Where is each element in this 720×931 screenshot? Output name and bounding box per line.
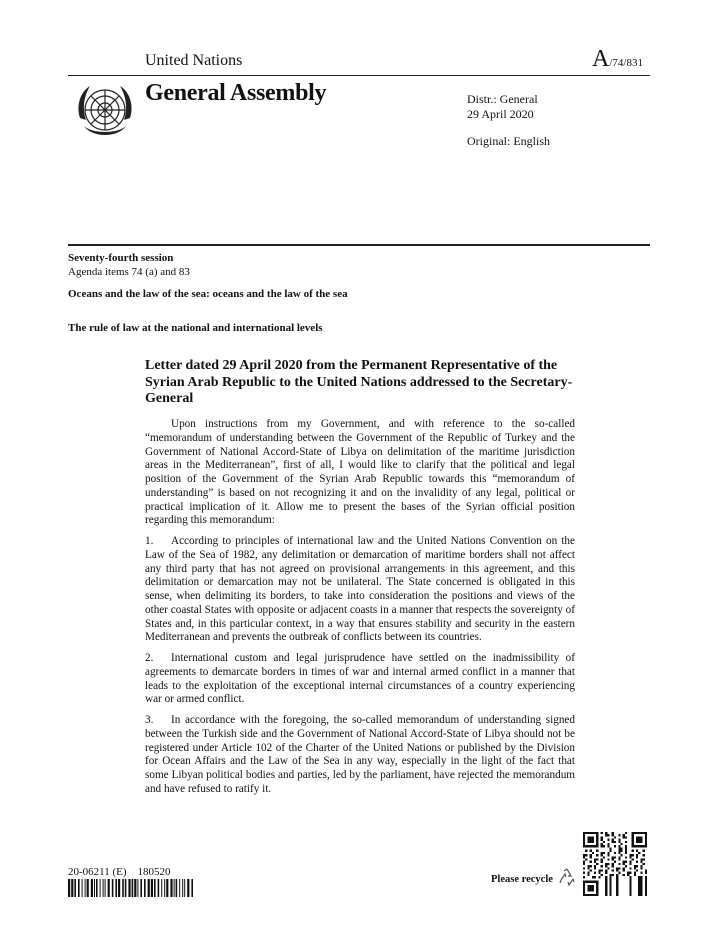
barcode-bar xyxy=(144,879,146,897)
qr-module xyxy=(601,858,603,860)
qr-module xyxy=(621,854,623,856)
qr-module xyxy=(627,872,629,874)
qr-module xyxy=(616,889,618,891)
barcode-bar xyxy=(174,879,175,897)
document-code: 20-06211 (E) 180520 xyxy=(68,866,171,878)
qr-module xyxy=(618,856,620,858)
qr-module xyxy=(623,834,625,836)
qr-module xyxy=(596,858,598,860)
qr-module xyxy=(612,865,614,867)
qr-module xyxy=(601,839,603,841)
qr-module xyxy=(616,885,618,887)
qr-module xyxy=(640,885,642,887)
qr-module xyxy=(618,841,620,843)
barcode-bar xyxy=(105,879,106,897)
qr-module xyxy=(612,834,614,836)
qr-module xyxy=(607,854,609,856)
barcode-bar xyxy=(132,879,134,897)
qr-module xyxy=(625,861,627,863)
qr-module xyxy=(587,865,589,867)
agenda-topic-2: The rule of law at the national and international levels xyxy=(68,322,323,334)
qr-module xyxy=(612,856,614,858)
qr-module xyxy=(607,863,609,865)
distribution: Distr.: General xyxy=(467,92,538,106)
qr-module xyxy=(585,854,587,856)
qr-module xyxy=(594,872,596,874)
qr-module xyxy=(601,832,603,834)
qr-module xyxy=(636,836,643,843)
qr-module xyxy=(616,881,618,883)
qr-module xyxy=(629,894,631,896)
qr-module xyxy=(609,892,611,894)
paragraph-number: 2. xyxy=(145,652,154,664)
barcode-bar xyxy=(68,879,70,897)
qr-module xyxy=(623,836,625,838)
barcode-bar xyxy=(170,879,172,897)
qr-module xyxy=(638,852,640,854)
barcode-bar xyxy=(140,879,142,897)
qr-module xyxy=(640,892,642,894)
qr-module xyxy=(609,881,611,883)
qr-module xyxy=(607,843,609,845)
qr-module xyxy=(625,865,627,867)
qr-module xyxy=(596,854,598,856)
qr-module xyxy=(601,845,603,847)
qr-module xyxy=(598,872,600,874)
paragraph-text: International custom and legal jurisprudence have settled on the inadmissibility of agreements to demarcate borders in times of war and internal armed conflict in a manner that leads to the exploitation of the exceptional internal circumstances of a country experiencing war or armed conflict. xyxy=(145,652,575,706)
qr-module xyxy=(596,850,598,852)
qr-module xyxy=(601,836,603,838)
qr-module xyxy=(638,876,640,878)
qr-module xyxy=(590,870,592,872)
qr-module xyxy=(640,881,642,883)
original-language: Original: English xyxy=(467,134,550,148)
qr-module xyxy=(594,865,596,867)
qr-module xyxy=(614,861,616,863)
barcode-bar xyxy=(100,879,101,897)
qr-module xyxy=(629,878,631,880)
qr-module xyxy=(587,885,594,892)
qr-module xyxy=(640,867,642,869)
qr-module xyxy=(640,894,642,896)
barcode-bar xyxy=(74,879,76,897)
document-symbol xyxy=(592,46,643,73)
qr-module xyxy=(643,854,645,856)
qr-module xyxy=(605,894,607,896)
qr-module xyxy=(612,839,614,841)
agenda-items: Agenda items 74 (a) and 83 xyxy=(68,266,190,278)
qr-module xyxy=(587,874,589,876)
barcode-bar xyxy=(94,879,95,897)
qr-module xyxy=(629,863,631,865)
qr-module xyxy=(629,861,631,863)
qr-module xyxy=(629,883,631,885)
barcode-icon xyxy=(68,879,196,897)
qr-module xyxy=(605,887,607,889)
qr-module xyxy=(640,858,642,860)
barcode-bar xyxy=(137,879,138,897)
qr-module xyxy=(636,850,638,852)
qr-module xyxy=(603,856,605,858)
org-name: United Nations xyxy=(145,52,243,69)
barcode-bar xyxy=(96,879,98,897)
qr-module xyxy=(614,836,616,838)
qr-module xyxy=(629,892,631,894)
qr-module xyxy=(587,836,594,843)
qr-module xyxy=(605,892,607,894)
qr-module xyxy=(583,867,585,869)
paragraph-number: 1. xyxy=(145,535,154,547)
qr-module xyxy=(607,852,609,854)
qr-module xyxy=(603,841,605,843)
qr-module xyxy=(640,889,642,891)
qr-module xyxy=(638,883,640,885)
qr-module xyxy=(583,863,585,865)
qr-module xyxy=(645,870,647,872)
qr-module xyxy=(623,870,625,872)
barcode-bar xyxy=(179,879,180,897)
qr-module xyxy=(634,865,636,867)
qr-module xyxy=(645,889,647,891)
qr-module xyxy=(603,845,605,847)
letter-body xyxy=(145,418,575,804)
qr-module xyxy=(590,865,592,867)
qr-module xyxy=(634,872,636,874)
qr-module xyxy=(614,845,616,847)
qr-module xyxy=(621,847,623,849)
symbol-prefix: A xyxy=(592,46,610,72)
qr-module xyxy=(618,847,620,849)
barcode-bar xyxy=(161,879,162,897)
qr-module xyxy=(636,870,638,872)
qr-module xyxy=(616,876,618,878)
qr-module xyxy=(616,887,618,889)
qr-module xyxy=(601,865,603,867)
qr-module xyxy=(621,850,623,852)
qr-module xyxy=(609,885,611,887)
qr-module xyxy=(636,856,638,858)
qr-module xyxy=(616,878,618,880)
barcode-bar xyxy=(148,879,150,897)
barcode-bar xyxy=(187,879,189,897)
qr-module xyxy=(645,883,647,885)
barcode-bar xyxy=(87,879,89,897)
barcode-bar xyxy=(71,879,73,897)
barcode-bar xyxy=(125,879,127,897)
qr-module xyxy=(612,874,614,876)
qr-module xyxy=(638,878,640,880)
qr-module xyxy=(594,858,596,860)
qr-module xyxy=(590,850,592,852)
qr-module xyxy=(616,883,618,885)
qr-module xyxy=(609,874,611,876)
qr-module xyxy=(645,892,647,894)
qr-module xyxy=(590,856,592,858)
qr-module xyxy=(583,872,585,874)
numbered-paragraph xyxy=(145,714,575,797)
qr-module xyxy=(596,863,598,865)
qr-module xyxy=(629,887,631,889)
barcode-bar xyxy=(184,879,185,897)
qr-module xyxy=(640,861,642,863)
qr-module xyxy=(585,858,587,860)
qr-module xyxy=(640,872,642,874)
qr-module xyxy=(601,852,603,854)
qr-module xyxy=(632,854,634,856)
qr-module xyxy=(638,894,640,896)
qr-module xyxy=(636,861,638,863)
intro-paragraph: Upon instructions from my Government, and with reference to the so-called “memorandum of understanding between the Government of the Republic of Turkey and the Government of National Accord-State of Libya on delimitation of the maritime jurisdiction areas in the Mediterranean”, first of all, I would like to clarify that the political and legal position of the Government of the Syrian Arab Republic towards this “memorandum of understanding” is based on not recognizing it and on the invalidity of any legal, political or practical implication of it. Allow me to present the bases of the Syrian official position regarding this memorandum: xyxy=(145,418,575,527)
qr-module xyxy=(645,885,647,887)
qr-module xyxy=(605,834,607,836)
qr-module xyxy=(598,876,600,878)
qr-module xyxy=(607,839,609,841)
qr-module xyxy=(594,867,596,869)
qr-module xyxy=(605,872,607,874)
qr-module xyxy=(609,887,611,889)
qr-module xyxy=(583,876,585,878)
qr-module xyxy=(625,847,627,849)
qr-module xyxy=(629,854,631,856)
qr-module xyxy=(585,850,587,852)
barcode-bar xyxy=(108,879,110,897)
qr-module xyxy=(612,858,614,860)
qr-module xyxy=(634,874,636,876)
barcode-bar xyxy=(78,879,80,897)
qr-module xyxy=(614,852,616,854)
barcode-bar xyxy=(154,879,156,897)
qr-module xyxy=(612,841,614,843)
qr-module xyxy=(605,863,607,865)
qr-module xyxy=(594,861,596,863)
paragraph-number: 3. xyxy=(145,714,154,726)
qr-module xyxy=(643,850,645,852)
qr-module xyxy=(609,850,611,852)
qr-module xyxy=(616,894,618,896)
letter-title: Letter dated 29 April 2020 from the Permanent Representative of the Syrian Arab Republic to the United Nations addressed to the Secretary-General xyxy=(145,358,573,406)
recycle-note: Please recycle xyxy=(491,874,553,885)
qr-module xyxy=(623,863,625,865)
qr-module xyxy=(629,885,631,887)
barcode-bar xyxy=(134,879,136,897)
qr-module xyxy=(618,852,620,854)
qr-module xyxy=(645,872,647,874)
qr-module xyxy=(616,874,618,876)
session-rule xyxy=(68,244,650,246)
qr-module xyxy=(618,858,620,860)
qr-module xyxy=(612,870,614,872)
qr-module xyxy=(621,843,623,845)
barcode-bar xyxy=(158,879,160,897)
qr-module xyxy=(607,845,609,847)
qr-module xyxy=(594,876,596,878)
qr-module xyxy=(629,856,631,858)
qr-module xyxy=(623,861,625,863)
qr-module xyxy=(616,870,618,872)
qr-module xyxy=(605,878,607,880)
qr-module xyxy=(612,832,614,834)
qr-module xyxy=(609,883,611,885)
qr-module xyxy=(623,867,625,869)
qr-module xyxy=(605,881,607,883)
qr-module xyxy=(632,858,634,860)
barcode-bar xyxy=(128,879,130,897)
distribution-info xyxy=(467,92,538,122)
qr-module xyxy=(629,867,631,869)
paragraph-text: According to principles of international law and the United Nations Convention on the Law of the Sea of 1982, any delimitation or demarcation of maritime borders shall not affect any third party that has not agreed on provisional arrangements in this agreement, and this delimitation or demarcation may not be unilateral. The State concerned is obligated in this sense, when delimiting its borders, to take into consideration the positions and views of the other coastal States with opposite or adjacent coasts in a manner that respects the sovereignty of States and, in this particular context, in a way that ensures stability and security in the eastern Mediterranean and prevents the outbreak of conflicts between its countries. xyxy=(145,535,575,644)
qr-module xyxy=(605,832,607,834)
qr-module xyxy=(618,863,620,865)
qr-module xyxy=(638,892,640,894)
agenda-topic-1: Oceans and the law of the sea: oceans and the law of the sea xyxy=(68,288,348,300)
qr-module xyxy=(623,874,625,876)
qr-module xyxy=(583,861,585,863)
symbol-suffix: /74/831 xyxy=(609,57,643,69)
qr-module xyxy=(629,872,631,874)
qr-module xyxy=(601,874,603,876)
qr-module xyxy=(625,850,627,852)
qr-module xyxy=(625,832,627,834)
qr-module xyxy=(614,856,616,858)
numbered-paragraph xyxy=(145,535,575,645)
qr-module xyxy=(636,865,638,867)
qr-module xyxy=(583,854,585,856)
qr-module xyxy=(616,867,618,869)
barcode-bar xyxy=(151,879,153,897)
qr-module xyxy=(605,885,607,887)
qr-module xyxy=(605,876,607,878)
qr-module xyxy=(607,867,609,869)
qr-module xyxy=(587,872,589,874)
qr-module xyxy=(609,878,611,880)
header-rule xyxy=(68,75,650,76)
qr-module xyxy=(640,887,642,889)
qr-module xyxy=(618,834,620,836)
qr-module xyxy=(618,867,620,869)
qr-module xyxy=(625,841,627,843)
qr-module xyxy=(590,861,592,863)
qr-module xyxy=(618,845,620,847)
qr-module xyxy=(590,854,592,856)
qr-module xyxy=(640,876,642,878)
qr-module xyxy=(645,878,647,880)
qr-module xyxy=(601,870,603,872)
barcode-bar xyxy=(82,879,83,897)
barcode-bar xyxy=(112,879,114,897)
qr-module xyxy=(618,872,620,874)
issue-date: 29 April 2020 xyxy=(467,107,534,121)
qr-module xyxy=(592,876,594,878)
qr-module xyxy=(601,854,603,856)
barcode-bar xyxy=(182,879,183,897)
qr-module xyxy=(625,856,627,858)
qr-module xyxy=(640,865,642,867)
barcode-bar xyxy=(103,879,104,897)
qr-module xyxy=(636,854,638,856)
barcode-bar xyxy=(191,879,193,897)
qr-module xyxy=(645,894,647,896)
barcode-bar xyxy=(122,879,124,897)
qr-module xyxy=(607,858,609,860)
qr-module xyxy=(609,847,611,849)
qr-module xyxy=(609,894,611,896)
qr-module xyxy=(634,867,636,869)
qr-module xyxy=(601,861,603,863)
barcode-bar xyxy=(176,879,178,897)
qr-module xyxy=(625,836,627,838)
barcode-bar xyxy=(118,879,120,897)
qr-module xyxy=(616,892,618,894)
qr-module xyxy=(605,883,607,885)
qr-module xyxy=(601,843,603,845)
paragraph-text: In accordance with the foregoing, the so-called memorandum of understanding signed between the Turkish side and the Government of National Accord-State of Libya should not be registered under Article 102 of the Charter of the United Nations or published by the Division for Ocean Affairs and the Law of the Sea in any way, especially in the light of the fact that some Libyan political bodies and parties, led by the parliament, have rejected the memorandum and have refused to ratify it. xyxy=(145,714,575,795)
qr-module xyxy=(603,852,605,854)
barcode-bar xyxy=(164,879,165,897)
qr-module xyxy=(638,881,640,883)
qr-code-icon xyxy=(583,832,647,896)
barcode-bar xyxy=(85,879,86,897)
qr-module xyxy=(643,863,645,865)
qr-module xyxy=(627,874,629,876)
session-block xyxy=(68,251,190,279)
qr-module xyxy=(605,865,607,867)
un-emblem-icon xyxy=(72,80,138,146)
qr-module xyxy=(640,883,642,885)
qr-module xyxy=(638,885,640,887)
qr-module xyxy=(640,878,642,880)
qr-module xyxy=(618,850,620,852)
qr-module xyxy=(609,889,611,891)
qr-module xyxy=(607,834,609,836)
qr-module xyxy=(638,887,640,889)
qr-module xyxy=(587,867,589,869)
qr-module xyxy=(612,863,614,865)
qr-module xyxy=(645,881,647,883)
barcode-bar xyxy=(91,879,93,897)
qr-module xyxy=(645,887,647,889)
qr-module xyxy=(643,858,645,860)
qr-module xyxy=(632,850,634,852)
qr-module xyxy=(609,876,611,878)
qr-module xyxy=(629,889,631,891)
qr-module xyxy=(625,845,627,847)
qr-module xyxy=(614,841,616,843)
qr-module xyxy=(583,856,585,858)
qr-module xyxy=(618,839,620,841)
qr-module xyxy=(605,870,607,872)
qr-module xyxy=(598,870,600,872)
qr-module xyxy=(638,889,640,891)
qr-module xyxy=(592,852,594,854)
session-title: Seventy-fourth session xyxy=(68,252,174,264)
qr-module xyxy=(629,881,631,883)
qr-module xyxy=(645,876,647,878)
organ-title: General Assembly xyxy=(145,80,327,106)
numbered-paragraph xyxy=(145,652,575,707)
qr-module xyxy=(629,876,631,878)
barcode-bar xyxy=(166,879,168,897)
qr-module xyxy=(605,889,607,891)
barcode-bar xyxy=(115,879,117,897)
qr-module xyxy=(625,852,627,854)
recycle-icon xyxy=(556,866,578,888)
